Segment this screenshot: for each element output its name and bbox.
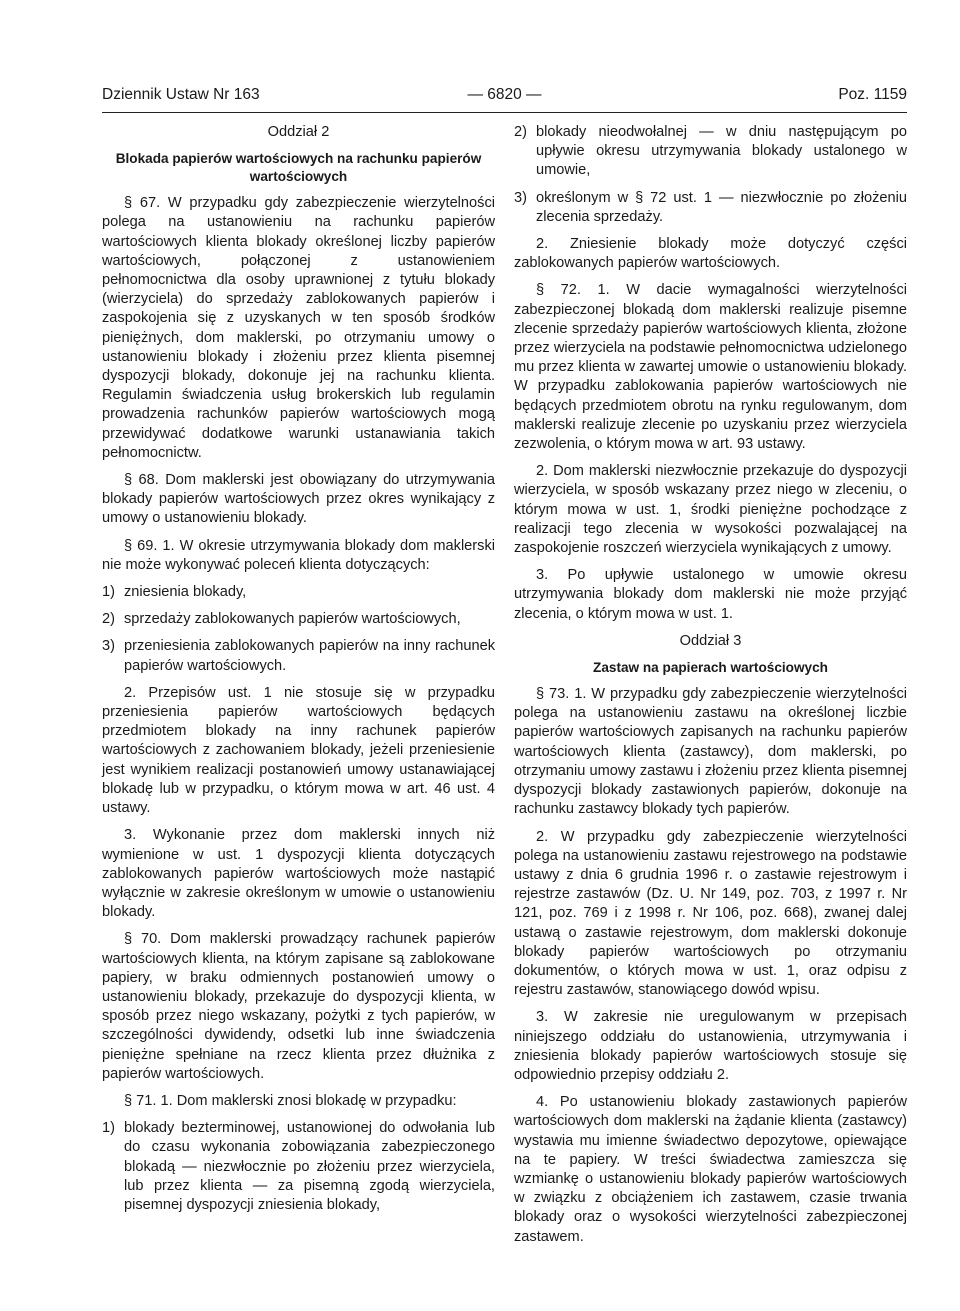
paragraph-70: § 70. Dom maklerski prowadzący rachunek papierów wartościowych klienta, na którym zapisane są zablokowane papiery, w braku odmiennych postanowień umowy o ustanowieniu blokady, przekazuje do dyspozycji klienta, w sposób przez niego wskazany, pożytki z tych papierów, w szczególności dywidendy, odsetki lub inne świadczenia pieniężne spełniane na rzecz klienta przez dłużnika z papierów wartościowych. — [102, 931, 495, 1082]
section-heading: Oddział 3 — [679, 632, 742, 649]
paragraph-73-2: 2. W przypadku gdy zabezpieczenie wierzytelności polega na ustanowieniu zastawu rejestrowego na podstawie ustawy z dnia 6 grudnia 1996 r. o zastawie rejestrowym i rejestrze zastawów (Dz. U. Nr 149, poz. 703, z 1997 r. Nr 121, poz. 769 i z 1998 r. Nr 106, poz. 668), zwanej dalej ustawą o zastawie rejestrowym, dom maklerski dokonuje blokady papierów wartościowych po otrzymaniu dokumentów, o których mowa w ust. 1, oraz odpisu z rejestru zastawów, stanowiącego dowód wpisu. — [514, 828, 907, 999]
section-title: Blokada papierów wartościowych na rachunku papierów wartościowych — [115, 151, 482, 185]
paragraph-69-3: 3. Wykonanie przez dom maklerski innych niż wymienione w ust. 1 dyspozycji klienta dotyczących zablokowanych papierów wartościowych może nastąpić wyłącznie w zakresie określonym w umowie o ustanowieniu blokady. — [102, 827, 495, 921]
paragraph-72-2: 2. Dom maklerski niezwłocznie przekazuje do dyspozycji wierzyciela, w sposób wskazany przez niego w zleceniu, o którym mowa w ust. 1, środki pieniężne pochodzące z realizacji tego zlecenia w wysokości pozwalającej na zaspokojenie roszczeń wierzyciela wynikających z umowy. — [514, 463, 907, 557]
list-item: 3) przeniesienia zablokowanych papierów na inny rachunek papierów wartościowych. — [102, 638, 495, 674]
list-item: 1) zniesienia blokady, — [102, 584, 247, 601]
page-header — [102, 86, 907, 108]
page-number: — 6820 — — [467, 86, 542, 103]
paragraph-73-3: 3. W zakresie nie uregulowanym w przepisach niniejszego oddziału do ustanowienia, utrzymywania i zniesienia blokady papierów wartościowych stosuje się odpowiednio przepisy oddziału 2. — [514, 1009, 907, 1083]
journal-title: Dziennik Ustaw Nr 163 — [102, 86, 260, 103]
paragraph-69-2: 2. Przepisów ust. 1 nie stosuje się w przypadku przeniesienia papierów wartościowych będących przedmiotem blokady na inny rachunek papierów wartościowych z zachowaniem blokady, jeżeli przeniesienie jest wynikiem realizacji postanowień umowy ustanawiającej blokadę lub w przypadku, o którym mowa w art. 46 ust. 4 ustawy. — [102, 684, 495, 817]
right-column — [514, 123, 907, 1255]
position-number: Poz. 1159 — [838, 86, 907, 103]
section-heading: Oddział 2 — [267, 124, 330, 140]
section-title: Zastaw na papierach wartościowych — [593, 660, 828, 676]
paragraph-68: § 68. Dom maklerski jest obowiązany do utrzymywania blokady papierów wartościowych przez okres wynikający z umowy o ustanowieniu blokady. — [102, 472, 495, 527]
paragraph-73-4: 4. Po ustanowieniu blokady zastawionych papierów wartościowych dom maklerski na żądanie klienta (zastawcy) wystawia mu imienne świadectwo depozytowe, opiewające na te papiery. W treści świadectwa zamieszcza się wzmiankę o ustanowieniu blokady papierów wartościowych w związku z obciążeniem ich zastawem, czasie trwania blokady oraz o wysokości wierzytelności zabezpieczonej zastawem. — [514, 1094, 907, 1245]
paragraph-69-1: § 69. 1. W okresie utrzymywania blokady dom maklerski nie może wykonywać poleceń klienta dotyczących: — [102, 537, 495, 573]
list-item: 2) sprzedaży zablokowanych papierów wartościowych, — [102, 611, 461, 628]
paragraph-72-1: § 72. 1. W dacie wymagalności wierzytelności zabezpieczonej blokadą dom maklerski realizuje pisemne zlecenie sprzedaży papierów wartościowych klienta, złożone przez wierzyciela na podstawie pełnomocnictwa udzielonego mu przez klienta w zawartej umowie o ustanowieniu blokady. W przypadku zablokowania papierów wartościowych nie będących przedmiotem obrotu na rynku regulowanym, dom maklerski realizuje zlecenie po uzyskaniu przez wierzyciela zezwolenia, o którym mowa w art. 93 ustawy. — [514, 282, 907, 453]
paragraph-67: § 67. W przypadku gdy zabezpieczenie wierzytelności polega na ustanowieniu na rachunku papierów wartościowych klienta blokady określonej liczby papierów wartościowych, połączonej z ustanowieniem pełnomocnictwa dla osoby uprawnionej z tytułu blokady (wierzyciela) do sprzedaży zablokowanych papierów i zaspokojenia się z uzyskanych w ten sposób środków pieniężnych, dom maklerski, po otrzymaniu umowy o ustanowieniu blokady i złożeniu przez klienta pisemnej dyspozycji blokady, dokonuje jej na rachunku klienta. Regulamin świadczenia usług brokerskich lub regulamin prowadzenia rachunków papierów wartościowych mogą przewidywać dodatkowe warunki ustanawiania takich pełnomocnictw. — [102, 195, 495, 461]
paragraph-73-1: § 73. 1. W przypadku gdy zabezpieczenie wierzytelności polega na ustanowieniu zastawu na określonej liczbie papierów wartościowych zapisanych na rachunku papierów wartościowych klienta (zastawcy), dom maklerski, po otrzymaniu umowy zastawu i złożeniu przez klienta pisemnej dyspozycji blokady zastawionych papierów, dokonuje na rachunku zastawcy blokady tych papierów. — [514, 686, 907, 818]
list-item: 1) blokady bezterminowej, ustanowionej do odwołania lub do czasu wykonania zobowiązania zabezpieczonego blokadą — niezwłocznie po złożeniu przez wierzyciela, lub przez klienta — za pisemną zgodą wierzyciela, pisemnej dyspozycji zniesienia blokady, — [102, 1120, 495, 1213]
left-column — [102, 123, 495, 1223]
paragraph-71-1: § 71. 1. Dom maklerski znosi blokadę w przypadku: — [124, 1092, 457, 1109]
paragraph-71-2: 2. Zniesienie blokady może dotyczyć części zablokowanych papierów wartościowych. — [514, 236, 907, 272]
list-item: 2) blokady nieodwołalnej — w dniu następującym po upływie okresu utrzymywania blokady ustalonego w umowie, — [514, 124, 907, 179]
paragraph-72-3: 3. Po upływie ustalonego w umowie okresu utrzymywania blokady dom maklerski nie może przyjąć zlecenia, o którym mowa w ust. 1. — [514, 567, 907, 622]
list-item: 3) określonym w § 72 ust. 1 — niezwłocznie po złożeniu zlecenia sprzedaży. — [514, 189, 907, 225]
header-rule — [102, 112, 907, 113]
